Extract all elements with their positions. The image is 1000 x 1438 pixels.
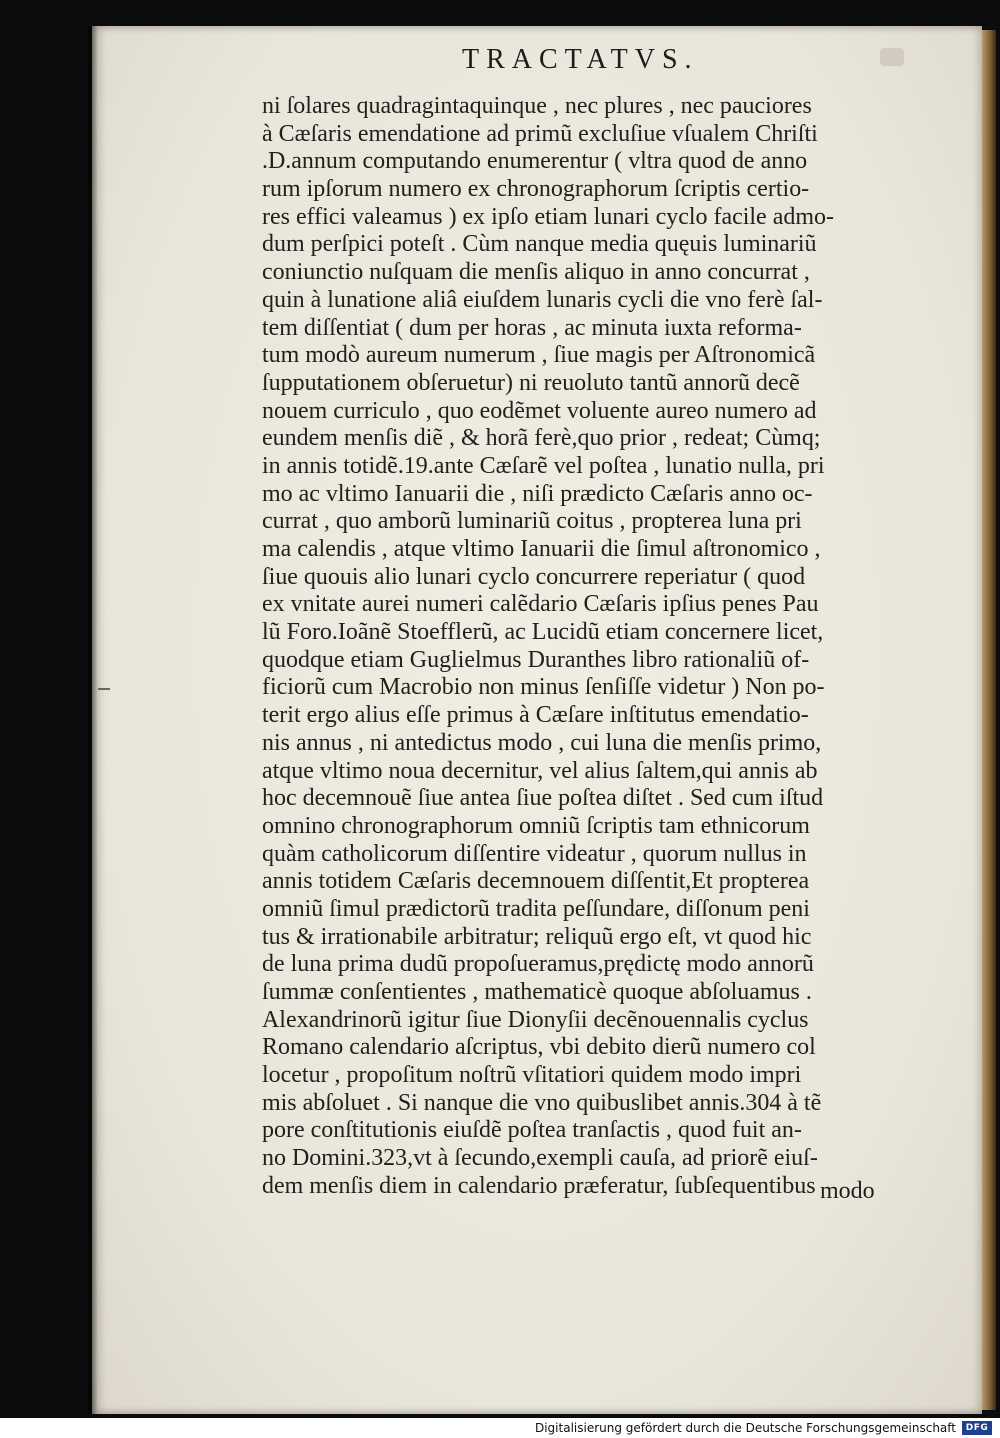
running-head: TRACTATVS. (462, 44, 699, 75)
text-line: dum perſpici poteſt . Cùm nanque media quęuis luminariũ (262, 230, 817, 258)
text-line: à Cæſaris emendatione ad primũ excluſiue vſualem Chriſti (262, 119, 818, 147)
page-edge (982, 30, 996, 1410)
text-line: mo ac vltimo Ianuarii die , niſi prædicto Cæſaris anno oc- (262, 479, 813, 507)
text-line: nouem curriculo , quo eodẽmet voluente aureo numero ad (262, 396, 817, 424)
text-line: Alexandrinorũ igitur ſiue Dionyſii decẽnouennalis cyclus (262, 1005, 809, 1033)
text-line: ma calendis , atque vltimo Ianuarii die ſimul aſtronomico , (262, 535, 821, 562)
text-line: tem diſſentiat ( dum per horas , ac minuta iuxta reforma- (262, 313, 802, 341)
text-line: coniunctio nuſquam die menſis aliquo in anno concurrat , (262, 258, 810, 286)
funding-credit: Digitalisierung gefördert durch die Deutsche Forschungsgemeinschaft (534, 1421, 956, 1435)
text-line: dem menſis diem in calendario præferatur, ſubſequentibus (262, 1171, 816, 1199)
margin-mark (98, 688, 110, 690)
text-line: eundem menſis diẽ , & horã ferè,quo prior , redeat; Cùmq; (262, 424, 821, 452)
body-text (262, 92, 932, 1200)
text-line: ex vnitate aurei numeri calẽdario Cæſaris ipſius penes Pau (262, 590, 819, 618)
text-line: ficiorũ cum Macrobio non minus ſenſiſſe videtur ) Non po- (262, 673, 825, 701)
catchword: modo (820, 1178, 875, 1204)
show-through-mark (880, 48, 904, 66)
text-line: ni ſolares quadragintaquinque , nec plures , nec pauciores (262, 92, 812, 119)
gutter-shadow (88, 26, 98, 1414)
text-line: annis totidem Cæſaris decemnouem diſſentit,Et propterea (262, 867, 810, 895)
text-line: omnino chronographorum omniũ ſcriptis tam ethnicorum (262, 811, 810, 839)
text-line: quin à lunatione aliâ eiuſdem lunaris cycli die vno ferè ſal- (262, 285, 823, 313)
text-line: hoc decemnouẽ ſiue antea ſiue poſtea diſtet . Sed cum iſtud (262, 784, 824, 812)
text-line: mis abſoluet . Si nanque die vno quibuslibet annis.304 à tẽ (262, 1088, 822, 1116)
dfg-logo-icon: DFG (962, 1421, 992, 1435)
text-line: no Domini.323,vt à ſecundo,exempli cauſa, ad priorẽ eiuſ- (262, 1144, 818, 1172)
text-line: quàm catholicorum diſſentire videatur , quorum nullus in (262, 839, 807, 867)
text-line: ſiue quouis alio lunari cyclo concurrere reperiatur ( quod (262, 562, 806, 590)
text-line: Romano calendario aſcriptus, vbi debito dierũ numero col (262, 1033, 816, 1061)
text-line: in annis totidẽ.19.ante Cæſarẽ vel poſtea , lunatio nulla, pri (262, 451, 825, 479)
text-line: omniũ ſimul prædictorũ tradita peſſundare, diſſonum peni (262, 894, 810, 922)
text-line: terit ergo alius eſſe primus à Cæſare inſtitutus emendatio- (262, 701, 809, 729)
text-line: pore conſtitutionis eiuſdẽ poſtea tranſactis , quod fuit an- (262, 1116, 802, 1144)
text-line: ſummæ conſentientes , mathematicè quoque abſoluamus . (262, 978, 812, 1005)
text-line: .D.annum computando enumerentur ( vltra quod de anno (262, 147, 808, 175)
text-line: atque vltimo noua decernitur, vel alius ſaltem,qui annis ab (262, 756, 818, 784)
text-line: lũ Foro.Ioãnẽ Stoefflerũ, ac Lucidũ etiam concernere licet, (262, 618, 824, 646)
text-line: tus & irrationabile arbitratur; reliquũ ergo eſt, vt quod hic (262, 922, 812, 950)
text-line: de luna prima dudũ propoſueramus,prędictę modo annorũ (262, 950, 814, 978)
text-line: rum ipſorum numero ex chronographorum ſcriptis certio- (262, 175, 810, 203)
text-line: nis annus , ni antedictus modo , cui luna die menſis primo, (262, 728, 822, 756)
text-line: locetur , propoſitum noſtrũ vſitatiori quidem modo impri (262, 1061, 802, 1089)
text-line: tum modò aureum numerum , ſiue magis per Aſtronomicã (262, 341, 816, 369)
text-line: currat , quo amborũ luminariũ coitus , propterea luna pri (262, 507, 802, 535)
text-line: res effici valeamus ) ex ipſo etiam lunari cyclo facile admo- (262, 202, 834, 230)
text-line: quodque etiam Guglielmus Duranthes libro rationaliũ of- (262, 645, 810, 673)
text-line: ſupputationem obſeruetur) ni reuoluto tantũ annorũ decẽ (262, 368, 800, 396)
